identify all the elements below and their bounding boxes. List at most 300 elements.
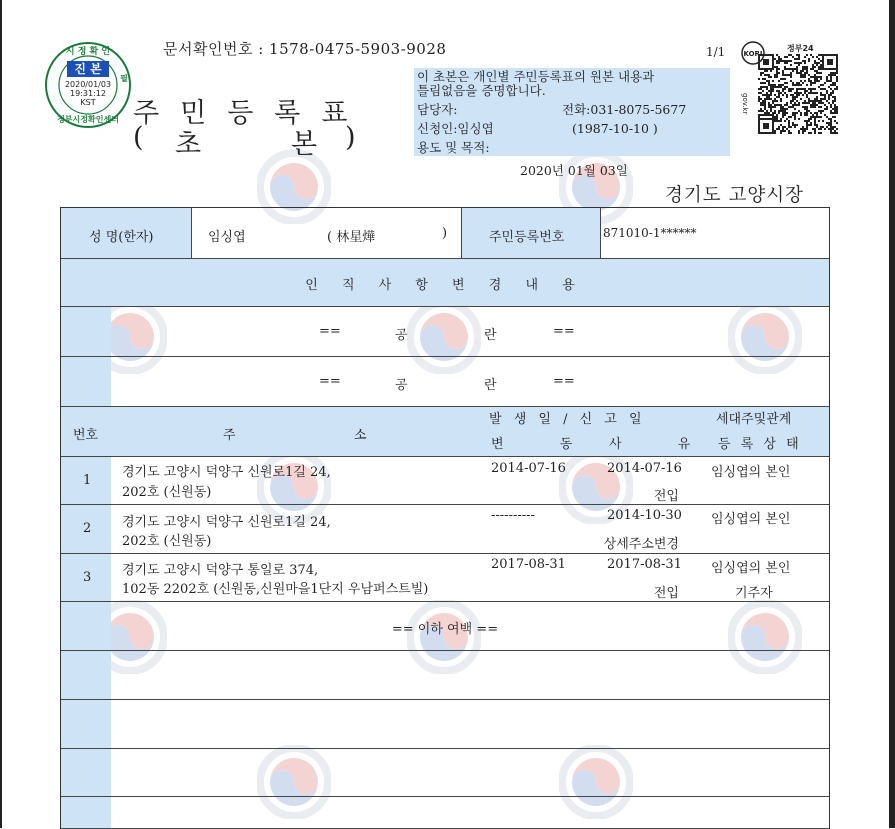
qr-module xyxy=(790,54,792,56)
qr-module xyxy=(778,60,780,62)
qr-module xyxy=(820,126,822,128)
qr-module xyxy=(764,114,766,116)
qr-module xyxy=(774,58,776,60)
qr-module xyxy=(778,90,780,92)
qr-module xyxy=(774,84,776,86)
qr-module xyxy=(808,132,810,134)
qr-module xyxy=(792,94,794,96)
qr-module xyxy=(766,74,768,76)
qr-module xyxy=(788,106,790,108)
qr-module xyxy=(816,78,818,80)
qr-module xyxy=(760,88,762,90)
qr-module xyxy=(784,104,786,106)
qr-module xyxy=(836,106,838,108)
qr-module xyxy=(766,112,768,114)
qr-module xyxy=(776,66,778,68)
qr-module xyxy=(770,88,772,90)
qr-module xyxy=(806,106,808,108)
qr-module xyxy=(798,102,800,104)
qr-module xyxy=(820,66,822,68)
qr-module xyxy=(774,118,776,120)
qr-module xyxy=(804,60,806,62)
qr-module xyxy=(804,130,806,132)
qr-module xyxy=(834,108,836,110)
qr-module xyxy=(792,96,794,98)
page-border-right xyxy=(889,0,895,828)
qr-module xyxy=(770,76,772,78)
seal-time: 19:31:12 xyxy=(70,89,106,98)
qr-module xyxy=(816,56,818,58)
qr-module xyxy=(770,84,772,86)
qr-module xyxy=(776,76,778,78)
qr-module xyxy=(832,84,834,86)
page-indicator: 1/1 xyxy=(706,45,726,59)
qr-module xyxy=(816,80,818,82)
qr-module xyxy=(798,94,800,96)
qr-module xyxy=(780,60,782,62)
record-address: 102동 2202호 (신원동,신원마을1단지 우남퍼스트빌) xyxy=(122,582,429,597)
qr-module xyxy=(836,76,838,78)
qr-module xyxy=(776,120,778,122)
resident-registration-table xyxy=(60,207,830,829)
col-header-reason: 사 유 xyxy=(609,437,717,452)
qr-module xyxy=(792,98,794,100)
qr-module xyxy=(810,80,812,82)
qr-module xyxy=(786,60,788,62)
qr-module xyxy=(786,56,788,58)
qr-module xyxy=(826,108,828,110)
qr-module xyxy=(796,54,798,56)
qr-module xyxy=(782,72,784,74)
record-address: 경기도 고양시 덕양구 통일로 374, xyxy=(122,563,319,578)
qr-module xyxy=(778,110,780,112)
qr-module xyxy=(768,94,770,96)
qr-module xyxy=(794,118,796,120)
qr-module xyxy=(820,112,822,114)
qr-module xyxy=(832,72,834,74)
qr-module xyxy=(780,84,782,86)
qr-module xyxy=(820,98,822,100)
qr-module xyxy=(820,88,822,90)
qr-module xyxy=(788,120,790,122)
qr-module xyxy=(776,60,778,62)
qr-module xyxy=(806,72,808,74)
qr-module xyxy=(832,82,834,84)
qr-module xyxy=(774,74,776,76)
qr-module xyxy=(814,82,816,84)
qr-module xyxy=(764,98,766,100)
qr-module xyxy=(784,88,786,90)
qr-module xyxy=(766,94,768,96)
qr-module xyxy=(774,86,776,88)
qr-finder-center xyxy=(763,123,769,129)
qr-module xyxy=(806,68,808,70)
qr-module xyxy=(808,78,810,80)
qr-module xyxy=(776,104,778,106)
qr-module xyxy=(834,116,836,118)
qr-module xyxy=(784,130,786,132)
qr-module xyxy=(810,132,812,134)
qr-module xyxy=(800,62,802,64)
qr-module xyxy=(814,122,816,124)
qr-module xyxy=(820,84,822,86)
qr-module xyxy=(774,66,776,68)
qr-module xyxy=(788,60,790,62)
seal-zone: KST xyxy=(80,98,96,107)
qr-module xyxy=(834,88,836,90)
record-number: 1 xyxy=(83,473,92,488)
record-status: 기주자 xyxy=(735,586,773,601)
qr-module xyxy=(786,74,788,76)
qr-module xyxy=(792,114,794,116)
qr-module xyxy=(788,124,790,126)
qr-module xyxy=(812,116,814,118)
qr-module xyxy=(816,100,818,102)
record-relation: 임싱엽의 본인 xyxy=(711,512,791,527)
qr-module xyxy=(802,102,804,104)
qr-module xyxy=(826,100,828,102)
qr-module xyxy=(812,114,814,116)
qr-module xyxy=(764,78,766,80)
phone-number: 전화:031-8075-5677 xyxy=(562,102,687,117)
qr-module xyxy=(778,104,780,106)
record-occurred-date: 2017-08-31 xyxy=(491,557,566,572)
qr-module xyxy=(810,122,812,124)
end-of-records-marker: == 이하 여백 == xyxy=(391,622,499,637)
qr-module xyxy=(792,82,794,84)
qr-module xyxy=(764,108,766,110)
qr-module xyxy=(830,76,832,78)
qr-module xyxy=(806,84,808,86)
qr-module xyxy=(814,78,816,80)
qr-module xyxy=(800,84,802,86)
qr-module xyxy=(778,112,780,114)
qr-module xyxy=(782,94,784,96)
qr-module xyxy=(772,114,774,116)
qr-module xyxy=(814,128,816,130)
qr-module xyxy=(822,88,824,90)
record-occurred-date: 2014-07-16 xyxy=(491,461,566,476)
qr-module xyxy=(762,104,764,106)
qr-module xyxy=(780,78,782,80)
qr-module xyxy=(826,92,828,94)
qr-module xyxy=(832,102,834,104)
qr-module xyxy=(774,106,776,108)
blank-marker: == xyxy=(319,374,341,389)
qr-module xyxy=(828,122,830,124)
qr-module xyxy=(830,78,832,80)
qr-module xyxy=(782,106,784,108)
issuing-authority: 경기도 고양시장 xyxy=(665,185,804,206)
record-reason: 상세주소변경 xyxy=(603,537,679,552)
qr-module xyxy=(832,112,834,114)
qr-module xyxy=(804,68,806,70)
qr-module xyxy=(780,120,782,122)
qr-module xyxy=(760,104,762,106)
qr-module xyxy=(790,60,792,62)
qr-module xyxy=(800,74,802,76)
qr-module xyxy=(784,126,786,128)
blank-text: 공 xyxy=(395,328,408,343)
qr-module xyxy=(780,124,782,126)
qr-module xyxy=(796,66,798,68)
qr-module xyxy=(762,90,764,92)
qr-module xyxy=(778,68,780,70)
qr-module xyxy=(768,90,770,92)
qr-module xyxy=(790,90,792,92)
qr-module xyxy=(780,110,782,112)
seal-center-text: 진 본 xyxy=(74,62,102,76)
qr-module xyxy=(818,110,820,112)
qr-module xyxy=(782,112,784,114)
qr-module xyxy=(814,70,816,72)
qr-module xyxy=(818,128,820,130)
qr-module xyxy=(828,94,830,96)
qr-module xyxy=(836,70,838,72)
qr-module xyxy=(768,82,770,84)
qr-module xyxy=(814,88,816,90)
qr-module xyxy=(760,114,762,116)
qr-module xyxy=(776,128,778,130)
qr-module xyxy=(798,84,800,86)
qr-module xyxy=(830,124,832,126)
qr-module xyxy=(774,132,776,134)
qr-module xyxy=(796,58,798,60)
qr-module xyxy=(770,70,772,72)
qr-module xyxy=(770,114,772,116)
qr-module xyxy=(778,72,780,74)
qr-module xyxy=(766,70,768,72)
qr-module xyxy=(758,114,760,116)
qr-module xyxy=(790,88,792,90)
qr-module xyxy=(814,80,816,82)
blank-text: 란 xyxy=(484,378,497,393)
qr-module xyxy=(808,92,810,94)
qr-module xyxy=(804,102,806,104)
qr-module xyxy=(802,70,804,72)
qr-module xyxy=(758,78,760,80)
qr-module xyxy=(818,86,820,88)
qr-module xyxy=(806,124,808,126)
qr-module xyxy=(802,68,804,70)
blank-marker: == xyxy=(319,324,341,339)
qr-module xyxy=(828,124,830,126)
qr-module xyxy=(806,128,808,130)
qr-module xyxy=(802,130,804,132)
qr-module xyxy=(770,98,772,100)
qr-module xyxy=(790,126,792,128)
qr-module xyxy=(814,92,816,94)
qr-module xyxy=(834,126,836,128)
qr-module xyxy=(782,74,784,76)
qr-block xyxy=(740,40,840,143)
qr-module xyxy=(824,98,826,100)
qr-module xyxy=(812,68,814,70)
qr-module xyxy=(814,116,816,118)
qr-module xyxy=(760,72,762,74)
qr-module xyxy=(804,92,806,94)
qr-module xyxy=(810,118,812,120)
qr-module xyxy=(816,92,818,94)
qr-module xyxy=(798,62,800,64)
qr-module xyxy=(788,90,790,92)
qr-module xyxy=(762,72,764,74)
qr-module xyxy=(780,104,782,106)
qr-module xyxy=(794,124,796,126)
qr-module xyxy=(796,68,798,70)
qr-module xyxy=(808,124,810,126)
qr-module xyxy=(818,116,820,118)
qr-module xyxy=(822,102,824,104)
col-header-address: 소 xyxy=(354,428,367,443)
qr-module xyxy=(788,74,790,76)
qr-module xyxy=(830,104,832,106)
qr-module xyxy=(814,62,816,64)
qr-module xyxy=(762,94,764,96)
qr-module xyxy=(798,58,800,60)
qr-module xyxy=(826,116,828,118)
notice-line-1: 이 초본은 개인별 주민등록표의 원본 내용과 xyxy=(417,69,655,84)
qr-module xyxy=(810,112,812,114)
qr-module xyxy=(798,130,800,132)
qr-module xyxy=(808,88,810,90)
qr-module xyxy=(760,110,762,112)
qr-module xyxy=(784,82,786,84)
qr-module xyxy=(814,74,816,76)
qr-module xyxy=(836,128,838,130)
qr-module xyxy=(820,102,822,104)
qr-module xyxy=(760,102,762,104)
qr-module xyxy=(818,100,820,102)
qr-module xyxy=(790,94,792,96)
qr-module xyxy=(834,98,836,100)
seal-date: 2020/01/03 xyxy=(64,80,112,89)
qr-module xyxy=(806,54,808,56)
qr-module xyxy=(792,84,794,86)
qr-module xyxy=(806,102,808,104)
qr-module xyxy=(794,92,796,94)
qr-module xyxy=(778,56,780,58)
qr-module xyxy=(782,90,784,92)
qr-module xyxy=(804,88,806,90)
qr-module xyxy=(764,82,766,84)
qr-module xyxy=(770,108,772,110)
qr-module xyxy=(816,64,818,66)
qr-module xyxy=(798,88,800,90)
certification-notice xyxy=(414,68,730,156)
qr-module xyxy=(830,112,832,114)
qr-module xyxy=(784,62,786,64)
qr-module xyxy=(798,118,800,120)
qr-module xyxy=(822,110,824,112)
qr-module xyxy=(832,126,834,128)
blank-marker: == xyxy=(553,324,575,339)
qr-module xyxy=(796,94,798,96)
qr-module xyxy=(772,102,774,104)
qr-module xyxy=(778,58,780,60)
qr-module xyxy=(830,130,832,132)
qr-module xyxy=(792,104,794,106)
qr-module xyxy=(794,112,796,114)
qr-module xyxy=(796,104,798,106)
qr-module xyxy=(758,88,760,90)
seal-bottom-text: 정부시정확인센터 xyxy=(57,115,119,124)
qr-module xyxy=(834,82,836,84)
qr-module xyxy=(772,100,774,102)
qr-module xyxy=(810,90,812,92)
qr-module xyxy=(784,74,786,76)
qr-module xyxy=(804,114,806,116)
record-address: 경기도 고양시 덕양구 신원로1길 24, xyxy=(122,515,331,530)
seal-side-text: 필 xyxy=(120,74,128,83)
qr-module xyxy=(830,84,832,86)
qr-module xyxy=(770,104,772,106)
qr-module xyxy=(766,98,768,100)
qr-module xyxy=(764,106,766,108)
qr-module xyxy=(762,82,764,84)
qr-module xyxy=(818,120,820,122)
qr-module xyxy=(782,60,784,62)
qr-module xyxy=(760,108,762,110)
qr-module xyxy=(802,126,804,128)
qr-module xyxy=(822,120,824,122)
qr-module xyxy=(800,98,802,100)
qr-module xyxy=(832,132,834,134)
col-header-status: 등 록 상 태 xyxy=(718,437,802,452)
qr-module xyxy=(834,106,836,108)
issue-date: 2020년 01월 03일 xyxy=(520,163,628,178)
qr-module xyxy=(816,76,818,78)
qr-module xyxy=(786,94,788,96)
record-number: 2 xyxy=(83,521,92,536)
qr-module xyxy=(820,116,822,118)
qr-module xyxy=(816,98,818,100)
qr-module xyxy=(762,110,764,112)
qr-module xyxy=(768,102,770,104)
qr-module xyxy=(786,128,788,130)
col-header-household: 세대주및관계 xyxy=(716,412,792,427)
qr-module xyxy=(830,128,832,130)
qr-module xyxy=(768,106,770,108)
qr-module xyxy=(760,98,762,100)
qr-module xyxy=(776,118,778,120)
qr-module xyxy=(792,70,794,72)
qr-module xyxy=(758,98,760,100)
qr-module xyxy=(812,76,814,78)
qr-module xyxy=(792,100,794,102)
qr-module xyxy=(800,76,802,78)
qr-module xyxy=(812,82,814,84)
qr-module xyxy=(804,128,806,130)
qr-module xyxy=(830,110,832,112)
qr-module xyxy=(798,110,800,112)
qr-module xyxy=(790,64,792,66)
qr-module xyxy=(768,96,770,98)
qr-module xyxy=(776,116,778,118)
record-reason: 전입 xyxy=(653,586,679,601)
manager-label: 담당자: xyxy=(417,102,458,117)
qr-module xyxy=(834,74,836,76)
qr-module xyxy=(784,68,786,70)
qr-module xyxy=(810,88,812,90)
qr-module xyxy=(830,132,832,134)
qr-module xyxy=(792,106,794,108)
qr-module xyxy=(824,114,826,116)
qr-module xyxy=(800,72,802,74)
qr-module xyxy=(782,84,784,86)
qr-module xyxy=(824,108,826,110)
qr-module xyxy=(826,80,828,82)
